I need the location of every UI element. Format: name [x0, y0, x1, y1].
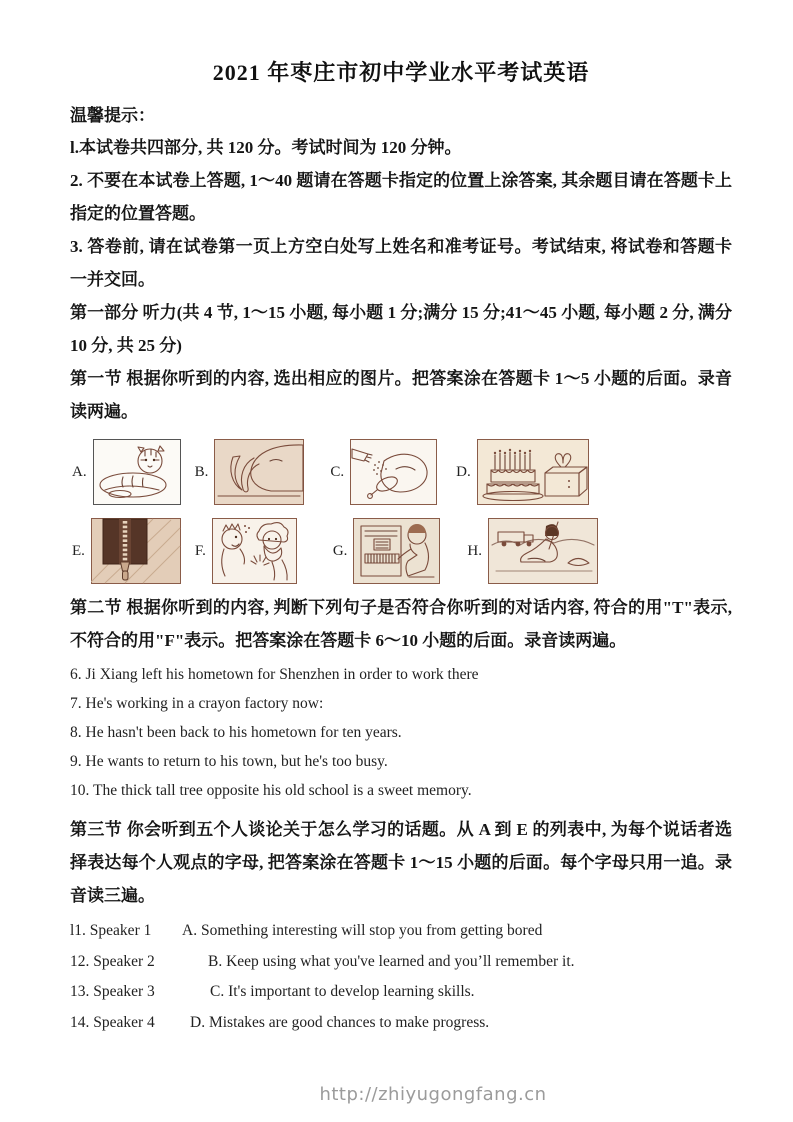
- tf-item-8: 8. He hasn't been back to his hometown for ten years.: [70, 724, 402, 741]
- picture-option-d: [456, 439, 589, 505]
- picture-option-b: [195, 439, 305, 505]
- picture-option-c: [330, 439, 437, 505]
- picture-options-row-2: [72, 516, 732, 586]
- picture-option-h: [467, 518, 598, 584]
- picture-label-e: E.: [72, 542, 85, 559]
- child-digging-outdoors-icon: [488, 518, 598, 584]
- speaker-option: A. Something interesting will stop you from getting bored: [182, 922, 543, 939]
- speaker-row-14: [70, 1008, 732, 1039]
- picture-label-a: A.: [72, 463, 87, 480]
- picture-option-g: [333, 518, 441, 584]
- elephant-with-banana-icon: [214, 439, 304, 505]
- picture-options-row-1: [72, 437, 732, 507]
- playing-piano-icon: [353, 518, 440, 584]
- picture-label-f: F.: [194, 542, 206, 559]
- roast-chicken-icon: [350, 439, 437, 505]
- tf-item-6: 6. Ji Xiang left his hometown for Shenzhen in order to work there: [70, 666, 479, 683]
- notice-header: 温馨提示：: [70, 106, 155, 125]
- page-title: 2021 年枣庄市初中学业水平考试英语: [212, 60, 590, 85]
- section1-heading: 第一节 根据你听到的内容, 选出相应的图片。把答案涂在答题卡 1～5 小题的后面。录音读两遍。: [70, 369, 732, 421]
- speaker-number: 12. Speaker 2: [70, 952, 155, 970]
- picture-option-e: [72, 518, 181, 584]
- picture-label-c: C.: [330, 463, 345, 480]
- speaker-number: l1. Speaker 1: [70, 922, 152, 939]
- speaker-number: 13. Speaker 3: [70, 983, 155, 1000]
- tiger-icon: [93, 439, 181, 505]
- tf-item-9: 9. He wants to return to his town, but he's too busy.: [70, 753, 388, 770]
- speaker-option: D. Mistakes are good chances to make progress.: [190, 1013, 490, 1031]
- speaker-row-12: [70, 947, 732, 978]
- picture-label-d: D.: [456, 463, 471, 480]
- speaker-row-11: [70, 916, 732, 947]
- speaker-matching-list: [70, 916, 732, 1038]
- picture-option-a: [72, 439, 181, 505]
- speaker-number: 14. Speaker 4: [70, 1013, 155, 1031]
- section2-heading: 第二节 根据你听到的内容, 判断下列句子是否符合你听到的对话内容, 符合的用"T"表示, 不符合的用"F"表示。把答案涂在答题卡 6～10 小题的后面。录音读两遍。: [70, 598, 732, 650]
- picture-label-b: B.: [194, 463, 209, 480]
- notice-3: 3. 答卷前, 请在试卷第一页上方空白处写上姓名和准考证号。考试结束, 将试卷和答题卡一并交回。: [70, 237, 732, 289]
- true-false-items: [70, 660, 732, 805]
- section3-heading: 第三节 你会听到五个人谈论关于怎么学习的话题。从 A 到 E 的列表中, 为每个说话者选择表达每个人观点的字母, 把答案涂在答题卡 1～15 小题的后面。每个字母只用一追。录音读三遍。: [70, 820, 732, 905]
- speaker-option: C. It's important to develop learning skills.: [210, 983, 475, 1000]
- picture-label-h: H.: [467, 542, 483, 559]
- picture-option-f: [195, 518, 297, 584]
- birthday-cake-and-gift-icon: [477, 439, 589, 505]
- notice-1: l.本试卷共四部分, 共 120 分。考试时间为 120 分钟。: [70, 138, 462, 157]
- speaker-row-13: [70, 977, 732, 1008]
- speaker-option: B. Keep using what you've learned and you’ll remember it.: [208, 952, 575, 970]
- two-people-talking-icon: [212, 518, 297, 584]
- picture-label-g: G.: [332, 542, 348, 559]
- watermark-url: http://zhiyugongfang.cn: [319, 1084, 547, 1105]
- zipper-icon: [91, 518, 181, 584]
- part1-heading: 第一部分 听力(共 4 节, 1～15 小题, 每小题 1 分;满分 15 分;41～45 小题, 每小题 2 分, 满分 10 分, 共 25 分): [70, 303, 732, 355]
- tf-item-10: 10. The thick tall tree opposite his old school is a sweet memory.: [70, 782, 472, 799]
- tf-item-7: 7. He's working in a crayon factory now:: [70, 695, 324, 712]
- notice-2: 2. 不要在本试卷上答题, 1～40 题请在答题卡指定的位置上涂答案, 其余题目请在答题卡上指定的位置答题。: [70, 171, 732, 223]
